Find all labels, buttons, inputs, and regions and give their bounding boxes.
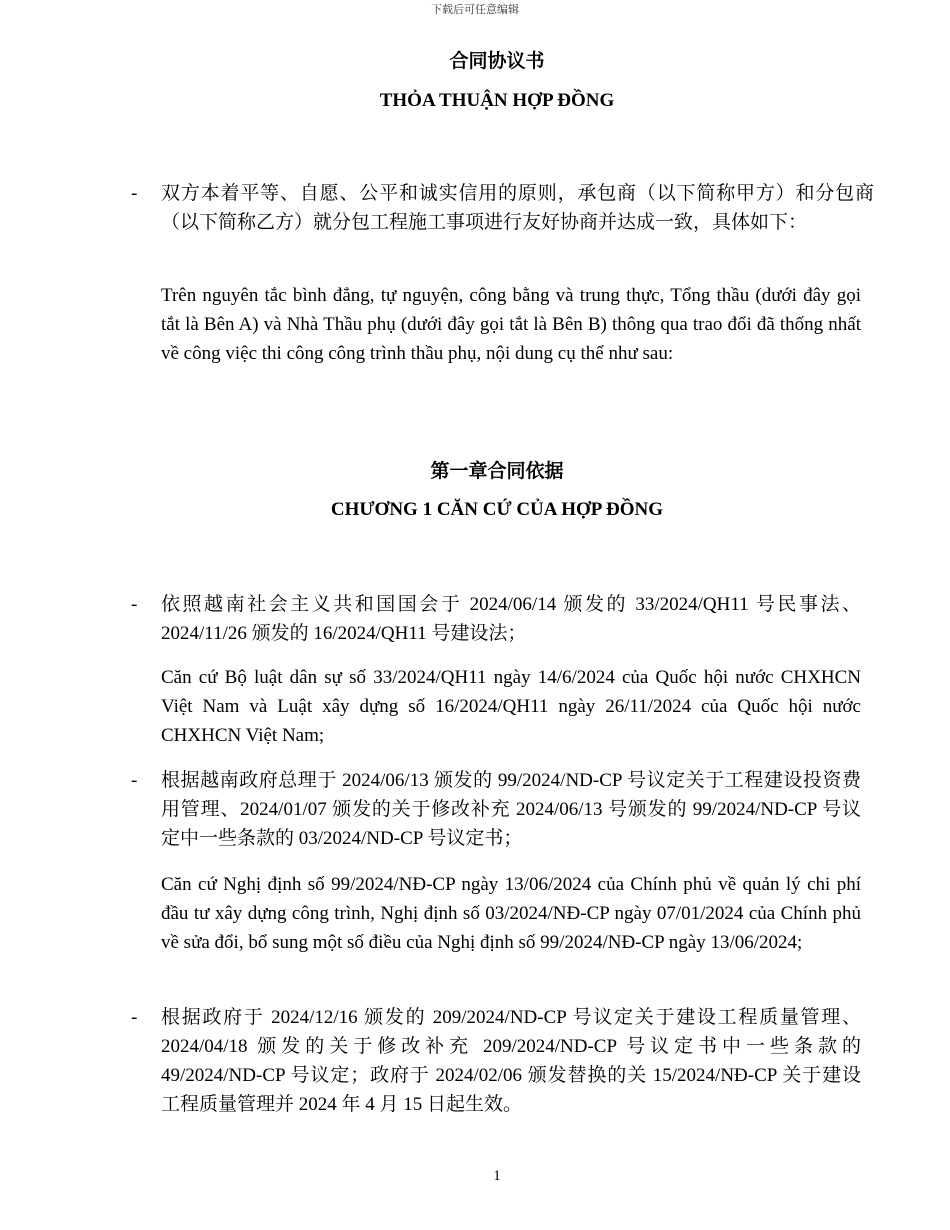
basis-2-chinese: 根据越南政府总理于 2024/06/13 颁发的 99/2024/ND-CP 号议定关于工程建设投资费用管理、2024/01/07 颁发的关于修改补充 2024/06/13 号颁发的 99/2024/ND-CP 号议定中一些条款的 03/2024/ND-CP 号议定书；	[161, 770, 861, 849]
bullet-dash: -	[131, 594, 138, 615]
chapter-heading-chinese: 第一章合同依据	[430, 461, 564, 482]
page-number: 1	[493, 1168, 501, 1184]
contract-title-chinese: 合同协议书	[449, 51, 545, 72]
contract-title-vietnamese: THỎA THUẬN HỢP ĐỒNG	[379, 90, 615, 111]
basis-1-vietnamese: Căn cứ Bộ luật dân sự số 33/2024/QH11 ngày 14/6/2024 của Quốc hội nước CHXHCN Việt Nam và Luật xây dựng số 16/2024/QH11 ngày 26/11/2024 của Quốc hội nước CHXHCN Việt Nam;	[161, 667, 861, 746]
document-header-note: 下载后可任意编辑	[431, 4, 519, 16]
chapter-heading-vietnamese: CHƯƠNG 1 CĂN CỨ CỦA HỢP ĐỒNG	[330, 499, 664, 520]
basis-2-vietnamese: Căn cứ Nghị định số 99/2024/NĐ-CP ngày 13/06/2024 của Chính phủ về quản lý chi phí đầu tư xây dựng công trình, Nghị định số 03/2024/NĐ-CP ngày 07/01/2024 của Chính phủ về sửa đổi, bổ sung một số điều của Nghị định số 99/2024/NĐ-CP ngày 13/06/2024;	[161, 874, 861, 953]
intro-paragraph-chinese: 双方本着平等、自愿、公平和诚实信用的原则，承包商（以下简称甲方）和分包商（以下简称乙方）就分包工程施工事项进行友好协商并达成一致，具体如下：	[161, 183, 874, 233]
bullet-dash: -	[131, 183, 138, 204]
basis-3-chinese: 根据政府于 2024/12/16 颁发的 209/2024/ND-CP 号议定关于建设工程质量管理、2024/04/18 颁发的关于修改补充 209/2024/ND-CP 号议定书中一些条款的 49/2024/ND-CP 号议定；政府于 2024/02/06 颁发替换的关 15/2024/NĐ-CP 关于建设工程质量管理并 2024 年 4 月 15 日起生效。	[161, 1007, 861, 1115]
basis-1-chinese: 依照越南社会主义共和国国会于 2024/06/14 颁发的 33/2024/QH11 号民事法、2024/11/26 颁发的 16/2024/QH11 号建设法；	[161, 594, 861, 644]
bullet-dash: -	[131, 1007, 138, 1028]
intro-paragraph-vietnamese: Trên nguyên tắc bình đẳng, tự nguyện, công bằng và trung thực, Tổng thầu (dưới đây gọi tắt là Bên A) và Nhà Thầu phụ (dưới đây gọi tắt là Bên B) thông qua trao đổi đã thống nhất về công việc thi công công trình thầu phụ, nội dung cụ thể như sau:	[161, 285, 861, 364]
bullet-dash: -	[131, 770, 138, 791]
